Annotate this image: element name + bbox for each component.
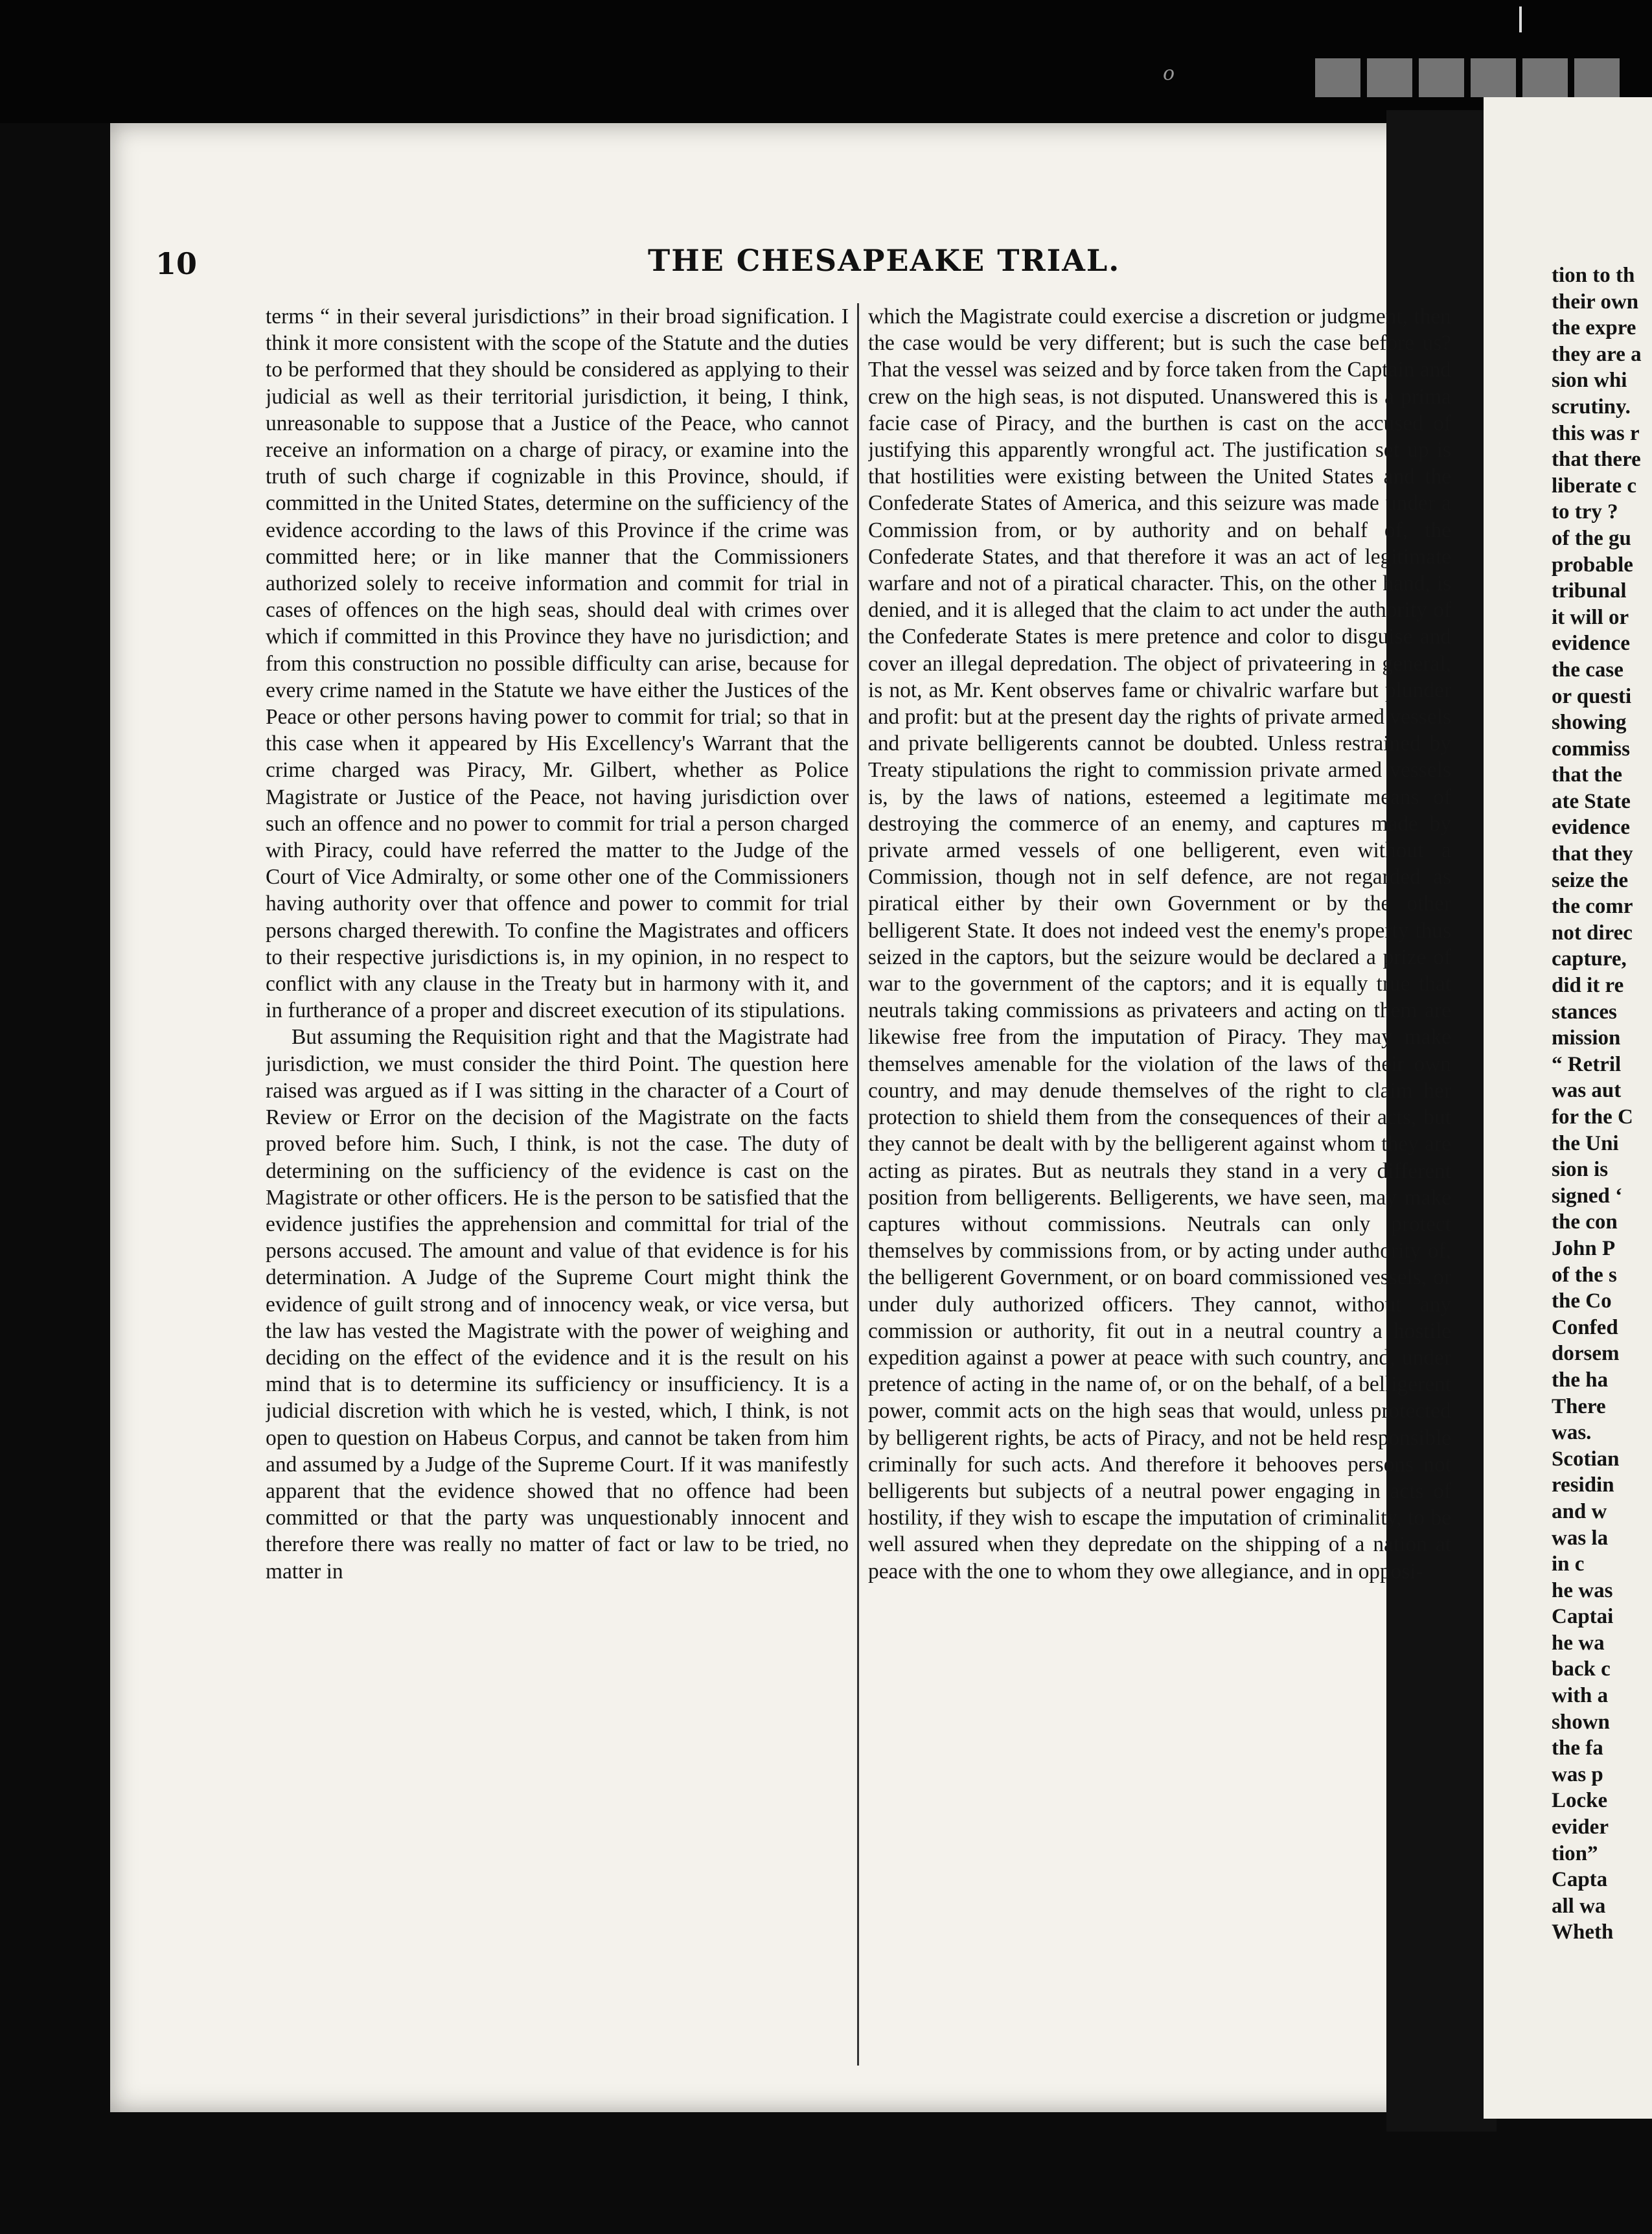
- fragment-line: the ha: [1552, 1368, 1609, 1392]
- fragment-line: Wheth: [1552, 1920, 1614, 1944]
- text-column-left: [266, 303, 849, 2066]
- fragment-line: Locke: [1552, 1789, 1608, 1813]
- fragment-line: dorsem: [1552, 1342, 1620, 1366]
- film-sprocket-mark: [1574, 58, 1620, 97]
- fragment-line: residin: [1552, 1473, 1614, 1497]
- fragment-line: in c: [1552, 1552, 1585, 1576]
- fragment-line: the con: [1552, 1210, 1618, 1234]
- paragraph: terms “ in their several jurisdictions” in their broad signification. I think it more consistent with the scope of the Statute and the duties to be performed that they should be considered as applying to their judicial as well as their territorial jurisdiction, it being, I think, unreasonable to suppose that a Justice of the Peace, who cannot receive an information on a charge of piracy, or examine into the truth of such charge if cognizable in this Province, should, if committed in the United States, determine on the sufficiency of the evidence according to the laws of this Province if the crime was committed here; or in like manner that the Commissioners authorized solely to receive information and commit for trial in cases of offences on the high seas, should deal with crimes over which if committed in this Province they have no jurisdiction; and from this construction no possible difficulty can arise, because for every crime named in the Statute we have either the Justices of the Peace or other persons having power to commit for trial; so that in this case when it appeared by His Excellency's Warrant that the crime charged was Piracy, Mr. Gilbert, whether as Police Magistrate or Justice of the Peace, not having jurisdiction over such an offence and no power to commit for trial a person charged with Piracy, could have referred the matter to the Judge of the Court of Vice Admiralty, or some other one of the Commissioners having authority over that offence and power to commit for trial persons charged therewith. To confine the Magistrates and officers to their respective jurisdictions is, in my opinion, in no respect to conflict with any clause in the Treaty but in harmony with it, and in furtherance of a proper and discreet execution of its stipulations.: [266, 305, 849, 1023]
- fragment-line: commiss: [1552, 737, 1630, 761]
- fragment-line: tribunal: [1552, 579, 1627, 603]
- paragraph: But assuming the Requisition right and that the Magistrate had jurisdiction, we must consider the third Point. The question here raised was argued as if I was sitting in the character of a Court of Review or Error on the decision of the Magistrate on the facts proved before him. Such, I think, is not the case. The duty of determining on the sufficiency of the evidence is cast on the Magistrate or other officers. He is the person to be satisfied that the evidence justifies the apprehension and committal for trial of the persons accused. The amount and value of that evidence is for his determination. A Judge of the Supreme Court might think the evidence of guilt strong and of innocency weak, or vice versa, but the law has vested the Magistrate with the power of weighing and deciding on the effect of the evidence and it is the result on his mind that is to determine its sufficiency or insufficiency. It is a judicial discretion with which he is vested, which, I think, is not open to question on Habeus Corpus, and cannot be taken from him and assumed by a Judge of the Supreme Court. If it was manifestly apparent that the evidence showed that no offence had been committed or that the party was unquestionably innocent and therefore there was really no matter of fact or law to be tried, no matter in: [266, 1025, 849, 1583]
- film-sprocket-mark: [1315, 58, 1360, 97]
- fragment-line: the Uni: [1552, 1131, 1619, 1155]
- fragment-line: John P: [1552, 1236, 1616, 1260]
- fragment-line: the fa: [1552, 1736, 1603, 1760]
- fragment-line: this was r: [1552, 421, 1640, 445]
- fragment-line: evider: [1552, 1815, 1609, 1839]
- column-divider: [857, 303, 859, 2066]
- fragment-line: of the gu: [1552, 526, 1631, 550]
- fragment-line: showing: [1552, 711, 1627, 735]
- marginal-mark: o: [1163, 62, 1175, 85]
- fragment-line: and w: [1552, 1499, 1607, 1523]
- fragment-line: they are a: [1552, 342, 1642, 366]
- film-sprocket-mark: [1471, 58, 1516, 97]
- fragment-line: was.: [1552, 1421, 1592, 1445]
- fragment-line: not direc: [1552, 921, 1633, 945]
- fragment-line: that they: [1552, 842, 1633, 866]
- paragraph: which the Magistrate could exercise a discretion or judgment, then the case would be very different; but is such the case before us? That the vessel was seized and by force taken from the Captain and crew on the high seas, is not disputed. Unanswered this is a prima facie case of Piracy, and the burthen is cast on the accused of justifying this apparently wrongful act. The justification set up is that hostilities were existing between the United States and the Confederate States of America, and this seizure was made under a Commission from, or by authority and on behalf of, the Confederate States, and that therefore it was an act of legitimate warfare and not of a piratical character. This, on the other hand, is denied, and it is alleged that the claim to act under the authority of the Confederate States is mere pretence and color to disguise and cover an illegal depredation. The object of privateering in general, is not, as Mr. Kent observes fame or chivalric warfare but plunder and profit: but at the present day the rights of private armed vessels and private belligerents cannot be doubted. Unless restrained by Treaty stipulations the right to commission private armed vessels is, by the laws of nations, esteemed a legitimate means of destroying the commerce of an enemy, and captures made by private armed vessels of one belligerent, even without a Commission, though not in self defence, are not regarded as piratical either by their own Government or by the other belligerent State. It does not indeed vest the enemy's property thus seized in the captors, but the seizure would be declared a prize of war to the government of the captors; and it is equally true that neutrals taking commissions as privateers and acting on them are likewise free from the imputation of Piracy. They may make themselves amenable for the violation of the laws of their own country, and may denude themselves of the right to claim her protection to shield them from the consequences of their acts, but they cannot be dealt with by the belligerent against whom they are acting as pirates. But as neutrals they stand in a very different position from belligerents. Belligerents, we have seen, may make captures without commissions. Neutrals can only protect themselves by commissions from, or by acting under authority of, the belligerent Government, or on board commissioned vessels, or under duly authorized officers. They cannot, without any commission or authority, fit out in a neutral country a hostile expedition against a power at peace with such country, and, under pretence of acting in the name of, or on the behalf, of a belligerent power, commit acts on the high seas that would, unless protected by belligerent rights, be acts of Piracy, and not be held responsible criminally for such acts. And therefore it behooves persons not belligerents but subjects of a neutral power engaging in acts of hostility, if they wish to escape the imputation of criminality, to be well assured when they depredate on the shipping of a nation at peace with the one to whom they owe allegiance, and in opposi-: [868, 305, 1451, 1583]
- page-number: 10: [155, 246, 198, 281]
- fragment-line: seize the: [1552, 868, 1629, 892]
- fragment-line: Scotian: [1552, 1447, 1620, 1471]
- fragment-line: evidence: [1552, 632, 1630, 656]
- fragment-line: Confed: [1552, 1315, 1618, 1339]
- fragment-line: with a: [1552, 1684, 1609, 1708]
- fragment-line: the comr: [1552, 895, 1633, 919]
- fragment-line: was la: [1552, 1526, 1609, 1550]
- film-sprocket-mark: [1419, 58, 1464, 97]
- fragment-line: to try ?: [1552, 500, 1618, 524]
- fragment-line: liberate c: [1552, 474, 1637, 498]
- fragment-line: There: [1552, 1394, 1606, 1418]
- fragment-line: tion”: [1552, 1841, 1598, 1865]
- fragment-line: or questi: [1552, 684, 1632, 708]
- fragment-line: all wa: [1552, 1894, 1606, 1918]
- fragment-line: of the s: [1552, 1263, 1617, 1287]
- fragment-line: tion to th: [1552, 264, 1635, 287]
- fragment-line: “ Retril: [1552, 1052, 1622, 1076]
- fragment-line: ate State: [1552, 789, 1631, 813]
- fragment-line: the expre: [1552, 316, 1636, 340]
- fragment-line: mission: [1552, 1026, 1621, 1050]
- fragment-line: probable: [1552, 553, 1633, 577]
- microfilm-border-top: [0, 0, 1652, 123]
- fragment-line: signed ‘: [1552, 1184, 1623, 1208]
- fragment-line: he wa: [1552, 1631, 1605, 1655]
- fragment-line: the case: [1552, 658, 1623, 682]
- fragment-line: for the C: [1552, 1105, 1633, 1129]
- film-sprocket-mark: [1522, 58, 1568, 97]
- running-head: THE CHESAPEAKE TRIAL.: [648, 243, 1121, 278]
- fragment-line: did it re: [1552, 974, 1624, 998]
- film-edge-mark: [1519, 6, 1522, 32]
- fragment-line: Captai: [1552, 1605, 1614, 1629]
- fragment-line: was aut: [1552, 1079, 1622, 1103]
- fragment-line: stances: [1552, 1000, 1617, 1024]
- fragment-line: the Co: [1552, 1289, 1612, 1313]
- fragment-line: sion is: [1552, 1158, 1609, 1182]
- fragment-line: it will or: [1552, 605, 1629, 629]
- fragment-line: was p: [1552, 1762, 1603, 1786]
- fragment-line: shown: [1552, 1710, 1610, 1734]
- text-column-middle: [868, 303, 1451, 2066]
- fragment-line: scrutiny.: [1552, 395, 1631, 419]
- fragment-line: evidence: [1552, 816, 1630, 840]
- film-sprocket-mark: [1367, 58, 1412, 97]
- fragment-line: Capta: [1552, 1868, 1608, 1892]
- fragment-line: that the: [1552, 763, 1623, 787]
- fragment-line: capture,: [1552, 947, 1627, 971]
- facing-page-text-fragment: [1552, 262, 1652, 1946]
- fragment-line: back c: [1552, 1657, 1611, 1681]
- fragment-line: their own: [1552, 290, 1639, 314]
- fragment-line: he was: [1552, 1578, 1613, 1602]
- fragment-line: sion whi: [1552, 369, 1627, 393]
- fragment-line: that there: [1552, 448, 1641, 472]
